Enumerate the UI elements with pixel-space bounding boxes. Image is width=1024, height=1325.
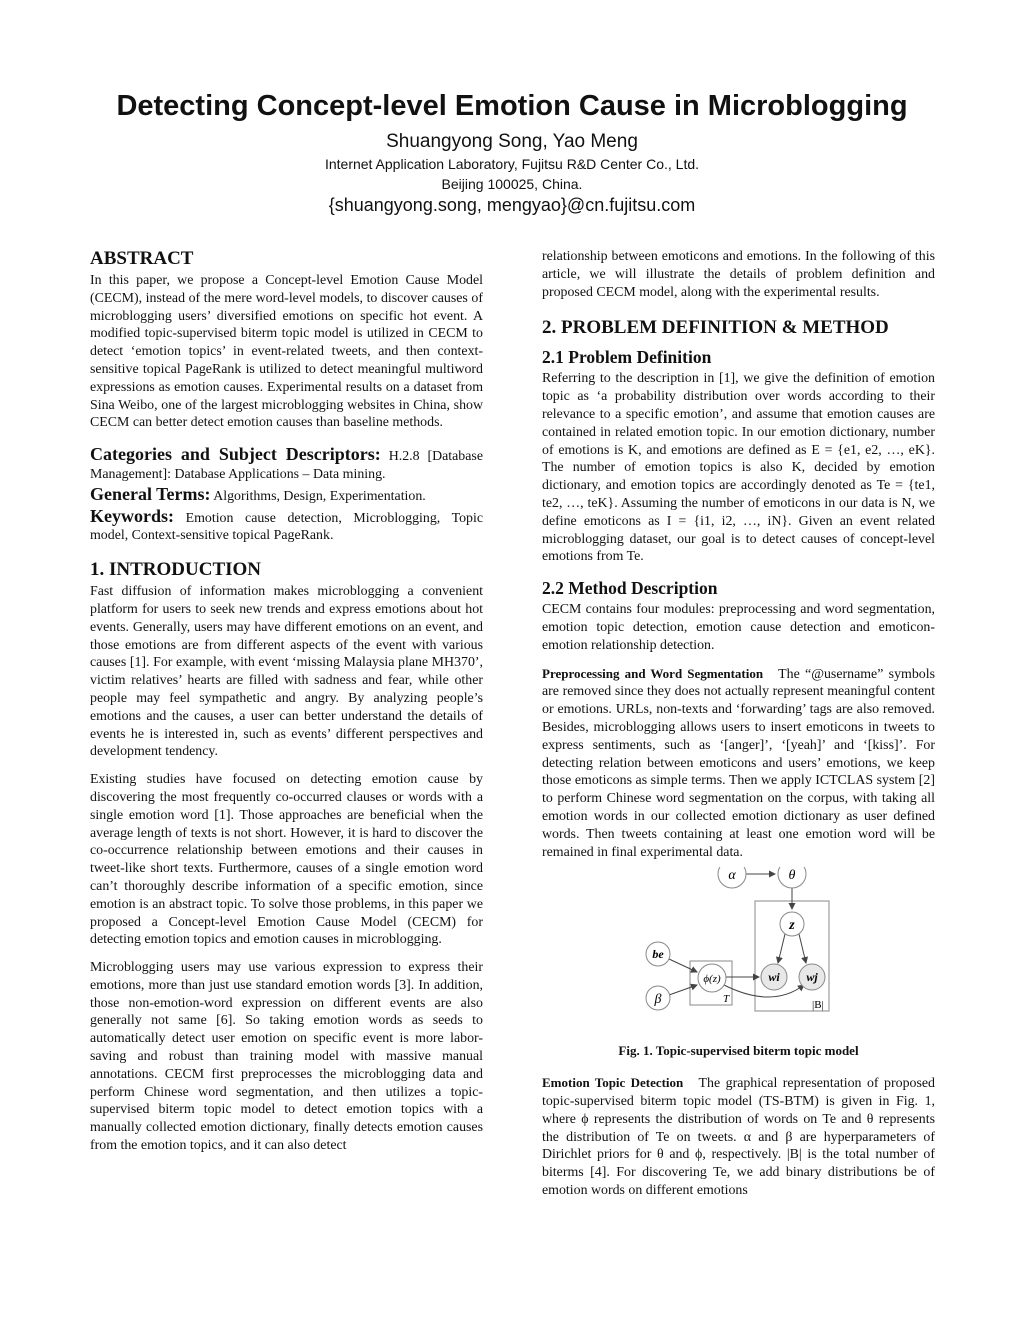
figure-1 [542,867,935,1042]
affiliation-line-2: Beijing 100025, China. [441,176,583,192]
general-terms-text: Algorithms, Design, Experimentation. [213,488,426,504]
phi-label: ϕ(z) [703,973,721,986]
general-terms-heading: General Terms: [90,483,211,504]
subsection-2-1-text: Referring to the description in [1], we give the definition of emotion topic as ‘a probability distribution over words according to their relevance to a specific emotion’, and assume that emotion causes are contained in related emotion topic. In our emotion dictionary, number of emotions is K, and emotions are defined as E = {e1, e2, …, eK}. The number of emotion topics is also K, decided by emotion dictionary, and emotion topics are accordingly denoted as Te = {te1, te2, …, teK}. Assuming the number of emoticons in our data is N, we define emoticons as I = {i1, i2, …, iN}. Given an event related microblogging dataset, our goal is to detect causes of concept-level emotions from Te. [542,371,935,565]
categories-block [90,446,483,484]
categories-text: H.2.8 [Database Management]: Database Applications – Data mining. [90,449,483,482]
intro-paragraph-3: Microblogging users may use various expression to express their emotions, more than just use standard emotion words [3]. In addition, those non-emotion-word expression on different events are also generally not same [6]. So taking emotion words as seeds to automatically detect user emotion on specific event is more labor-saving and robust than training model with massive manual annotations. CECM first preprocesses the microblogging data and perform Chinese word segmentation, and then utilizes a topic-supervised biterm topic model to detect emotion topics with a manually collected emotion dictionary, finally detects emotion causes from the emotion topics, and it can also detect [90,960,483,1154]
keywords-heading: Keywords: [90,505,174,526]
alpha-label: α [728,868,736,884]
preprocessing-heading: Preprocessing and Word Segmentation [542,665,764,681]
wj-label: wj [806,970,818,985]
beta-label: β [654,992,662,1008]
intro-continuation: relationship between emoticons and emotions. In the following of this article, we will illustrate the details of problem definition and proposed CECM model, along with the experimental results. [542,249,935,300]
abstract-heading: ABSTRACT [90,248,194,269]
categories-heading: Categories and Subject Descriptors: [90,444,381,465]
section-2-heading: 2. PROBLEM DEFINITION & METHOD [542,317,889,339]
z-label: z [789,918,795,934]
subsection-2-2-heading: 2.2 Method Description [542,578,718,599]
affiliation-line-1: Internet Application Laboratory, Fujitsu R&D Center Co., Ltd. [324,156,700,172]
email: {shuangyong.song, mengyao}@cn.fujitsu.com [328,195,696,215]
graphical-model-diagram [542,867,935,1042]
keywords-text: Emotion cause detection, Microblogging, Topic model, Context-sensitive topical PageRank. [90,510,483,544]
keywords-block [90,505,483,546]
theta-label: θ [788,868,796,884]
be-label: be [652,947,664,962]
preprocessing-block [542,665,935,862]
abstract-text: In this paper, we propose a Concept-level Emotion Cause Model (CECM), instead of the mere word-level models, to discover causes of microblogging users’ diversified emotions on specific hot event. A modified topic-supervised biterm topic model is utilized in CECM to detect ‘emotion topics’ in event-related tweets, and then context-sensitive topical PageRank is utilized to detect meaningful multiword expressions as emotion causes. Experimental results on a dataset from Sina Weibo, one of the largest microblogging websites in China, show CECM can better detect emotion causes than baseline methods. [90,273,483,431]
plate-B-label: |B| [812,999,824,1012]
general-terms-block [90,483,483,506]
emotion-topic-detection-heading: Emotion Topic Detection [542,1075,684,1091]
emotion-topic-detection-text: The graphical representation of proposed topic-supervised biterm topic model (TS-BTM) is given in Fig. 1, where ϕ represents the distribution of words on Te and θ represents the distribution of Te on tweets. α and β are hyperparameters of Dirichlet priors for θ and ϕ, respectively. |B| is the total number of biterms [4]. For discovering Te, we add binary distributions be of emotion words on different emotions [542,1076,935,1198]
subsection-2-1-heading: 2.1 Problem Definition [542,347,712,368]
emotion-topic-detection-block [542,1074,935,1200]
intro-paragraph-1: Fast diffusion of information makes microblogging a convenient platform for users to seek new trends and express emotions about hot events. Generally, users may have different emotions on an event, and those emotions are from different aspects of the event with various causes [1]. For example, with event ‘missing Malaysia plane MH370’, victim relatives’ hearts are filled with sadness and fear, while other people may feel sympathetic and angry. By analyzing people’s emotions and the causes, a user can better understand the details of events he is interested in, such as events’ different perspectives and development tendency. [90,584,483,760]
wi-label: wi [768,970,780,985]
intro-heading: 1. INTRODUCTION [90,559,262,581]
subsection-2-2-text: CECM contains four modules: preprocessing and word segmentation, emotion topic detection, emotion cause detection and emoticon-emotion relationship detection. [542,602,935,653]
intro-paragraph-2: Existing studies have focused on detecting emotion cause by discovering the most frequently co-occurred clauses or words with a single emotion word [1]. Those approaches are beneficial when the average length of texts is not short. However, it is hard to discover the co-occurrence relationship between emotions and their causes in tweet-like short texts. Furthermore, causes of a single emotion word can’t thoroughly describe information of a specific emotion, since emotion is an abstract topic. To solve those problems, in this paper we proposed a Concept-level Emotion Cause Model (CECM) for detecting emotion topics and emotion causes in microblogging. [90,772,483,948]
paper-title: Detecting Concept-level Emotion Cause in Microblogging [116,90,908,122]
right-column [542,248,935,1200]
left-column [90,248,483,1155]
figure-1-caption: Fig. 1. Topic-supervised biterm topic model [618,1043,859,1059]
plate-T-label: T [723,993,730,1006]
preprocessing-text: The “@username” symbols are removed since they does not actually represent meaningful content or emotions. URLs, non-texts and ‘forwarding’ tags are also removed. Besides, microblogging allows users to insert emoticons in tweets to express sentiments, such as ‘[anger]’, ‘[yeah]’ and ‘[kiss]’. For detecting relation between emoticons and users’ emotions, we keep those emoticons as simple terms. Then we apply ICTCLAS system [2] to perform Chinese word segmentation on the corpus, with taking all emotion words in our collected emotion dictionary as user defined words. Then tweets containing at least one emotion word will be remained in final experimental data. [542,666,935,860]
authors: Shuangyong Song, Yao Meng [386,131,638,152]
